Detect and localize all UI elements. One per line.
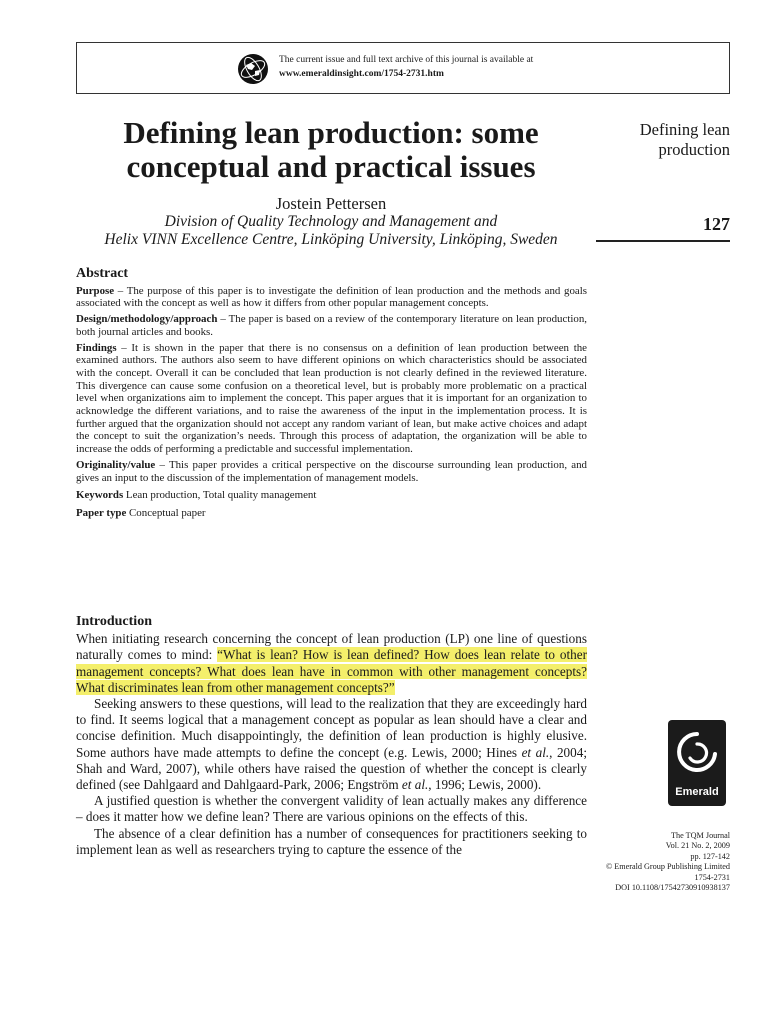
introduction-heading: Introduction [76, 614, 152, 629]
abstract-design [76, 313, 587, 338]
author-affiliation [76, 213, 586, 249]
paper-type-text: Conceptual paper [126, 506, 206, 519]
running-title-line-2: production [658, 140, 730, 159]
intro-paragraph-4: The absence of a clear definition has a number of consequences for practitioners seeking to implement lean as well as researchers trying to capture the essence of the [76, 825, 587, 857]
journal-volume: Vol. 21 No. 2, 2009 [665, 841, 730, 851]
journal-info [590, 831, 730, 893]
paper-type-label: Paper type [76, 506, 127, 519]
abstract-keywords [76, 489, 587, 502]
originality-label: Originality/value [76, 458, 156, 471]
journal-availability-box [76, 42, 730, 94]
sidebar-divider [596, 240, 730, 242]
affiliation-line-1: Division of Quality Technology and Management and [164, 213, 498, 230]
findings-text: – It is shown in the paper that there is no consensus on a definition of lean production between the examined authors. The authors also seem to have different opinions on which characteristics should be associated with the concept. Overall it can be concluded that lean production is not clearly defined in the reviewed literature. This divergence can cause some confusion on a theoretical level, but is probably more problematic on a practical level when organizations aim to implement the concept. This paper argues that it is important for an organization to acknowledge the different variations, and to raise the awareness of the input in the implementation process. It is further argued that the organization should not accept any random variant of lean, but make active choices and adapt the concept to suit the organization’s needs. Through this process of adaptation, the organization will be able to increase the odds of performing a predictable and successful implementation. [76, 341, 587, 456]
journal-doi: DOI 10.1108/17542730910938137 [615, 883, 730, 893]
journal-pages: pp. 127-142 [690, 851, 730, 861]
author-name: Jostein Pettersen [275, 194, 387, 213]
availability-line: The current issue and full text archive of this journal is available at [279, 55, 534, 65]
intro-paragraph-1 [76, 631, 587, 696]
paper-title: Defining lean production: some conceptual and practical issues [123, 115, 539, 184]
abstract-paper-type [76, 507, 587, 520]
abstract-heading: Abstract [76, 266, 129, 281]
availability-text [279, 53, 533, 81]
intro-paragraph-3: A justified question is whether the convergent validity of lean actually makes any difference – does it matter how we define lean? There are various opinions on the effects of this. [76, 793, 587, 825]
keywords-label: Keywords [76, 489, 124, 502]
intro-p1-text: When initiating research concerning the concept of lean production (LP) one line of questions naturally comes to mind: [76, 631, 587, 663]
intro-paragraph-2 [76, 696, 587, 793]
purpose-text: – The purpose of this paper is to investigate the definition of lean production and the methods and goals associated with the concept as well as how it differs from other popular management concepts. [76, 284, 587, 310]
journal-issn: 1754-2731 [694, 872, 730, 882]
emerald-swirl-icon [668, 724, 726, 786]
keywords-text: Lean production, Total quality management [123, 489, 317, 502]
journal-copyright: © Emerald Group Publishing Limited [605, 862, 730, 872]
intro-p2-text-a: Seeking answers to these questions, will lead to the realization that they are exceedingly hard to find. It seems logical that a management concept as popular as lean should have a clear and concise definition. Much disappointingly, the definition of lean production is highly elusive. Some authors have made attempts to define the concept (e.g. Lewis, 2000; Hines [76, 696, 587, 760]
emerald-logo-text: Emerald [675, 786, 719, 798]
abstract-purpose [76, 285, 587, 310]
globe-icon [237, 53, 269, 85]
intro-p2-text-b: , 2004; Shah and Ward, 2007), while others have raised the question of whether the concept is clearly defined (see Dahlgaard and Dahlgaard-Park, 2006; Engström [76, 744, 587, 793]
abstract-findings [76, 342, 587, 456]
purpose-label: Purpose [76, 284, 115, 297]
affiliation-line-2: Helix VINN Excellence Centre, Linköping University, Linköping, Sweden [104, 231, 558, 248]
journal-name: The TQM Journal [671, 831, 730, 840]
journal-url-link[interactable]: www.emeraldinsight.com/1754-2731.htm [279, 69, 444, 79]
introduction-section [76, 614, 587, 858]
intro-p2-etal-2: et al. [401, 777, 429, 793]
originality-text: – This paper provides a critical perspective on the discourse surrounding lean production, and gives an input to the discussion of the implementation of management models. [76, 458, 587, 484]
intro-p2-text-c: , 1996; Lewis, 2000). [428, 777, 542, 793]
running-title [596, 120, 730, 160]
design-text: – The paper is based on a review of the contemporary literature on lean production, both journal articles and books. [76, 313, 587, 338]
page-number: 127 [703, 214, 730, 234]
abstract-section [76, 268, 587, 523]
findings-label: Findings [76, 341, 117, 354]
running-title-line-1: Defining lean [639, 120, 730, 139]
emerald-logo [668, 720, 726, 806]
intro-p2-etal-1: et al. [521, 744, 550, 760]
abstract-originality [76, 459, 587, 484]
highlighted-questions: “What is lean? How is lean defined? How does lean relate to other management concepts? What does lean have in common with other management concepts? What discriminates lean from other management concepts?” [76, 647, 588, 695]
design-label: Design/methodology/approach [76, 313, 218, 326]
